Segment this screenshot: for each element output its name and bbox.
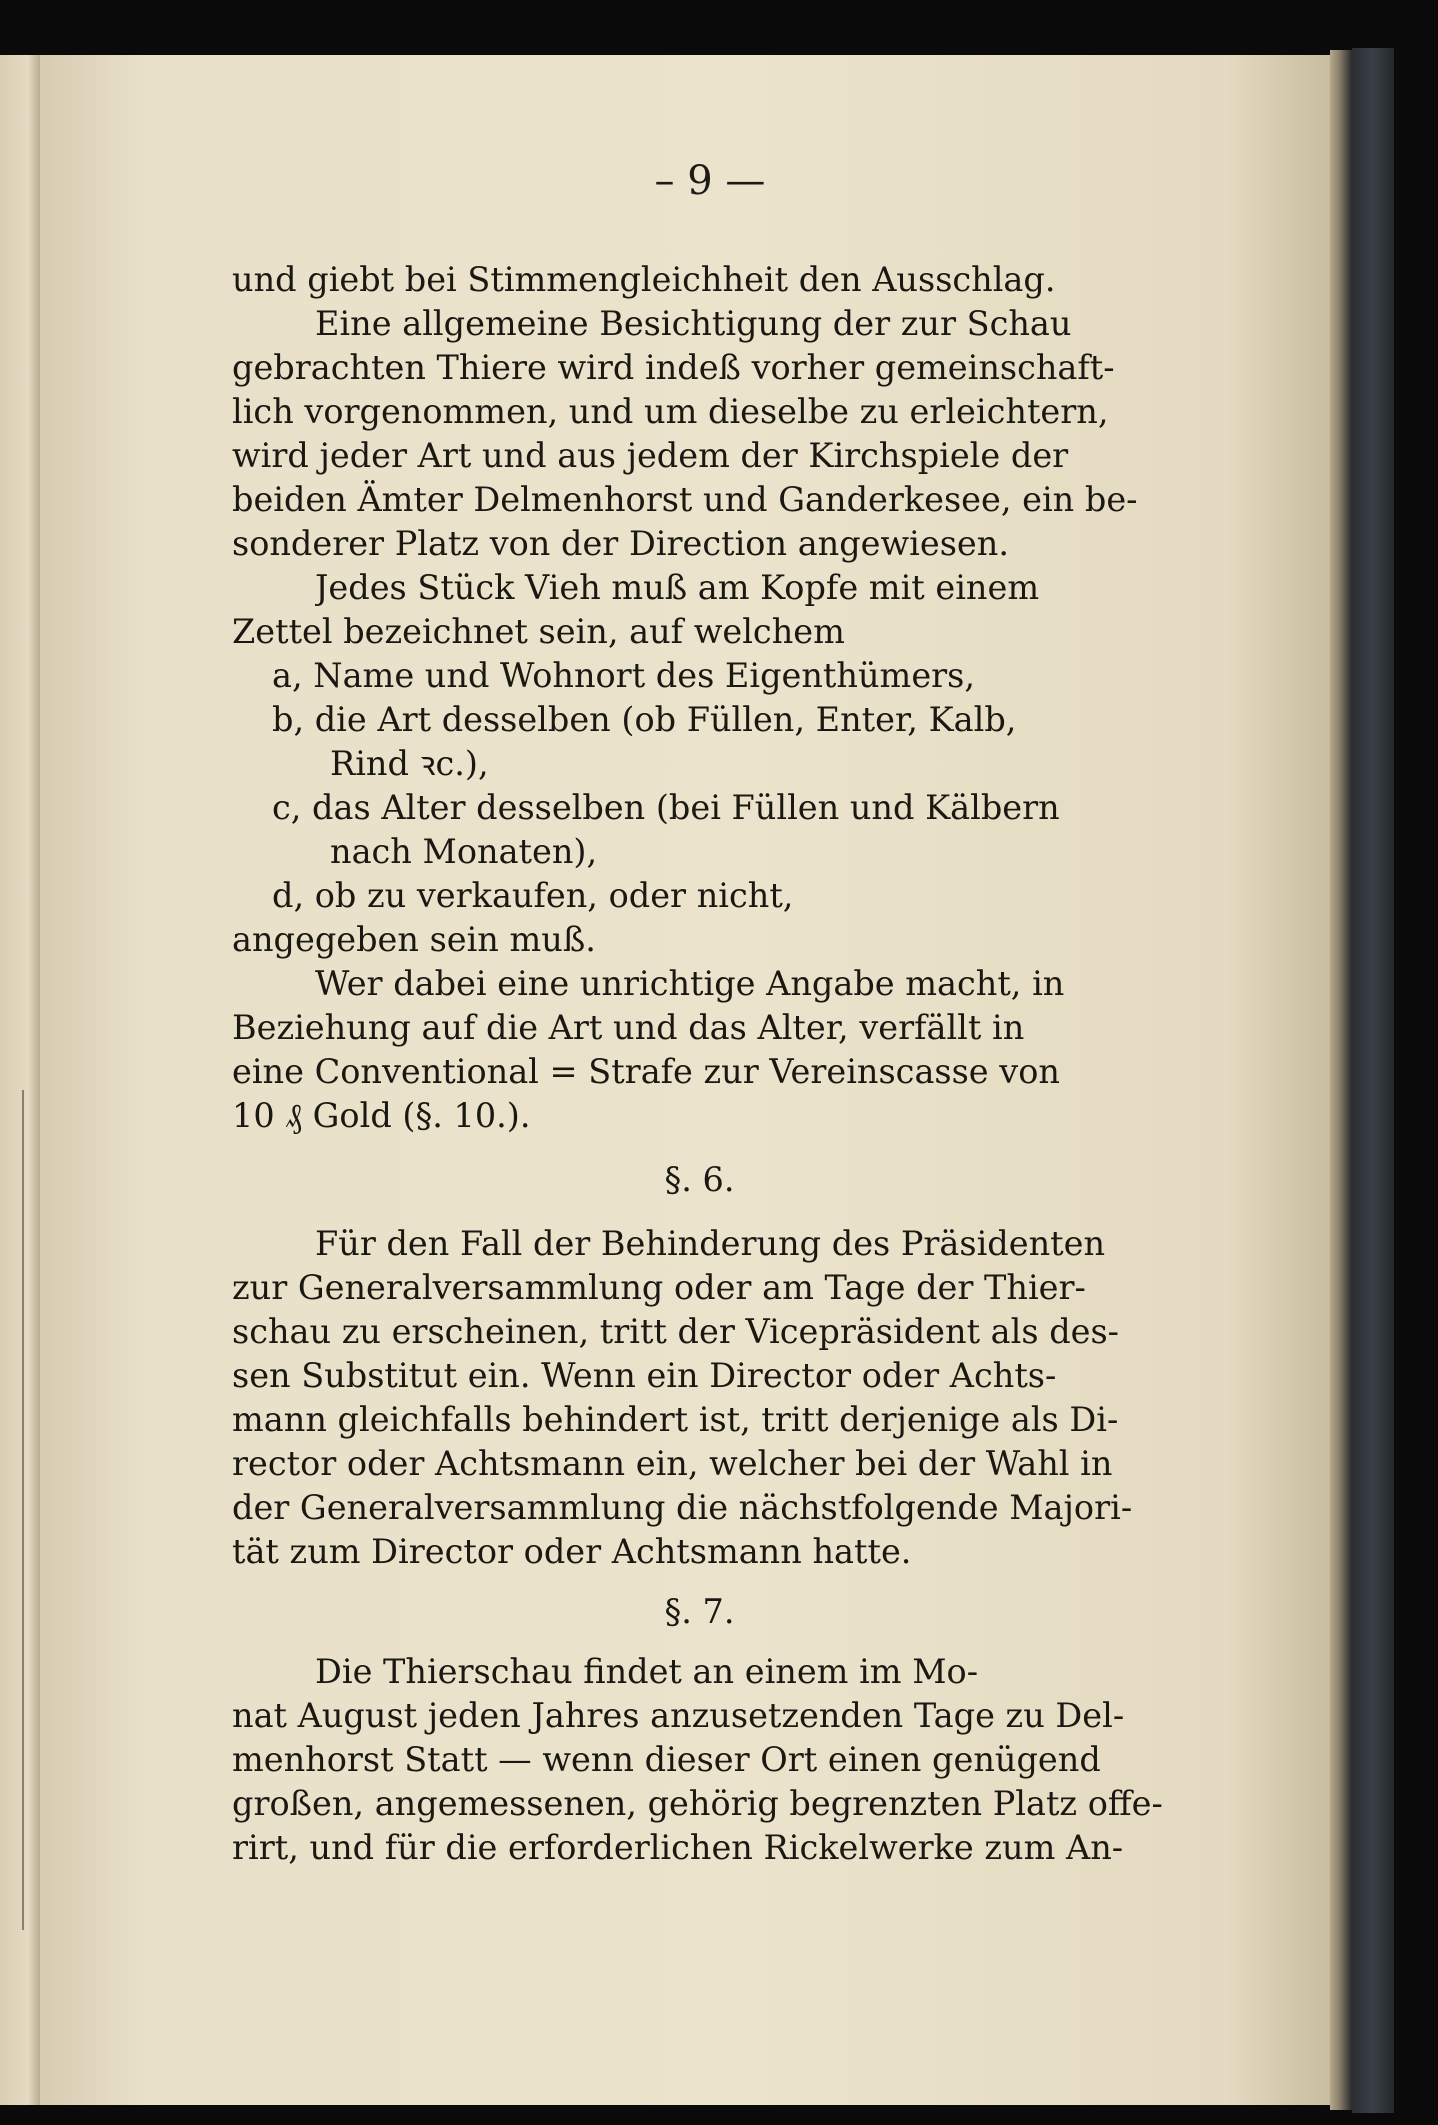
text-line: Zettel bezeichnet sein, auf welchem <box>232 612 845 651</box>
list-item: a, Name und Wohnort des Eigenthümers, <box>272 656 975 695</box>
text-line: schau zu erscheinen, tritt der Vicepräsident als des- <box>232 1312 1119 1351</box>
text-line: angegeben sein muß. <box>232 920 596 959</box>
list-item: b, die Art desselben (ob Füllen, Enter, Kalb, <box>272 700 1017 739</box>
text-line: gebrachten Thiere wird indeß vorher gemeinschaft- <box>232 348 1115 387</box>
left-page-edge <box>0 55 40 2105</box>
section-heading: §. 6. <box>664 1160 735 1199</box>
text-line: Für den Fall der Behinderung des Präsidenten <box>315 1224 1106 1263</box>
text-line: großen, angemessenen, gehörig begrenzten Platz offe- <box>232 1784 1163 1823</box>
text-line: rector oder Achtsmann ein, welcher bei der Wahl in <box>232 1444 1113 1483</box>
text-line: lich vorgenommen, und um dieselbe zu erleichtern, <box>232 392 1109 431</box>
text-line: sonderer Platz von der Direction angewiesen. <box>232 524 1009 563</box>
list-item-continuation: Rind ꝛc.), <box>330 744 489 783</box>
text-line: und giebt bei Stimmengleichheit den Ausschlag. <box>232 260 1056 299</box>
text-line: Jedes Stück Vieh muß am Kopfe mit einem <box>315 568 1040 607</box>
text-line: Die Thierschau findet an einem im Mo- <box>315 1652 979 1691</box>
list-item: c, das Alter desselben (bei Füllen und Kälbern <box>272 788 1060 827</box>
text-line: 10 ₰ Gold (§. 10.). <box>232 1096 531 1135</box>
list-item-continuation: nach Monaten), <box>330 832 598 871</box>
section-heading: §. 7. <box>664 1592 735 1631</box>
book-cover-edge <box>1352 48 1394 2113</box>
text-line: der Generalversammlung die nächstfolgende Majori- <box>232 1488 1133 1527</box>
text-line: sen Substitut ein. Wenn ein Director oder Achts- <box>232 1356 1057 1395</box>
list-item: d, ob zu verkaufen, oder nicht, <box>272 876 794 915</box>
text-line: rirt, und für die erforderlichen Rickelwerke zum An- <box>232 1828 1124 1867</box>
page-gutter-shadow <box>1330 50 1352 2110</box>
text-line: nat August jeden Jahres anzusetzenden Tage zu Del- <box>232 1696 1125 1735</box>
text-line: mann gleichfalls behindert ist, tritt derjenige als Di- <box>232 1400 1119 1439</box>
text-line: tät zum Director oder Achtsmann hatte. <box>232 1532 912 1571</box>
text-line: beiden Ämter Delmenhorst und Ganderkesee, ein be- <box>232 480 1138 519</box>
text-line: Eine allgemeine Besichtigung der zur Schau <box>315 304 1072 343</box>
text-line: Wer dabei eine unrichtige Angabe macht, in <box>315 964 1065 1003</box>
left-page-margin-mark <box>22 1090 24 1930</box>
text-line: eine Conventional = Strafe zur Vereinscasse von <box>232 1052 1060 1091</box>
text-line: zur Generalversammlung oder am Tage der Thier- <box>232 1268 1086 1307</box>
page-number: – 9 — <box>654 158 766 204</box>
text-line: Beziehung auf die Art und das Alter, verfällt in <box>232 1008 1025 1047</box>
text-line: wird jeder Art und aus jedem der Kirchspiele der <box>232 436 1069 475</box>
text-line: menhorst Statt — wenn dieser Ort einen genügend <box>232 1740 1101 1779</box>
